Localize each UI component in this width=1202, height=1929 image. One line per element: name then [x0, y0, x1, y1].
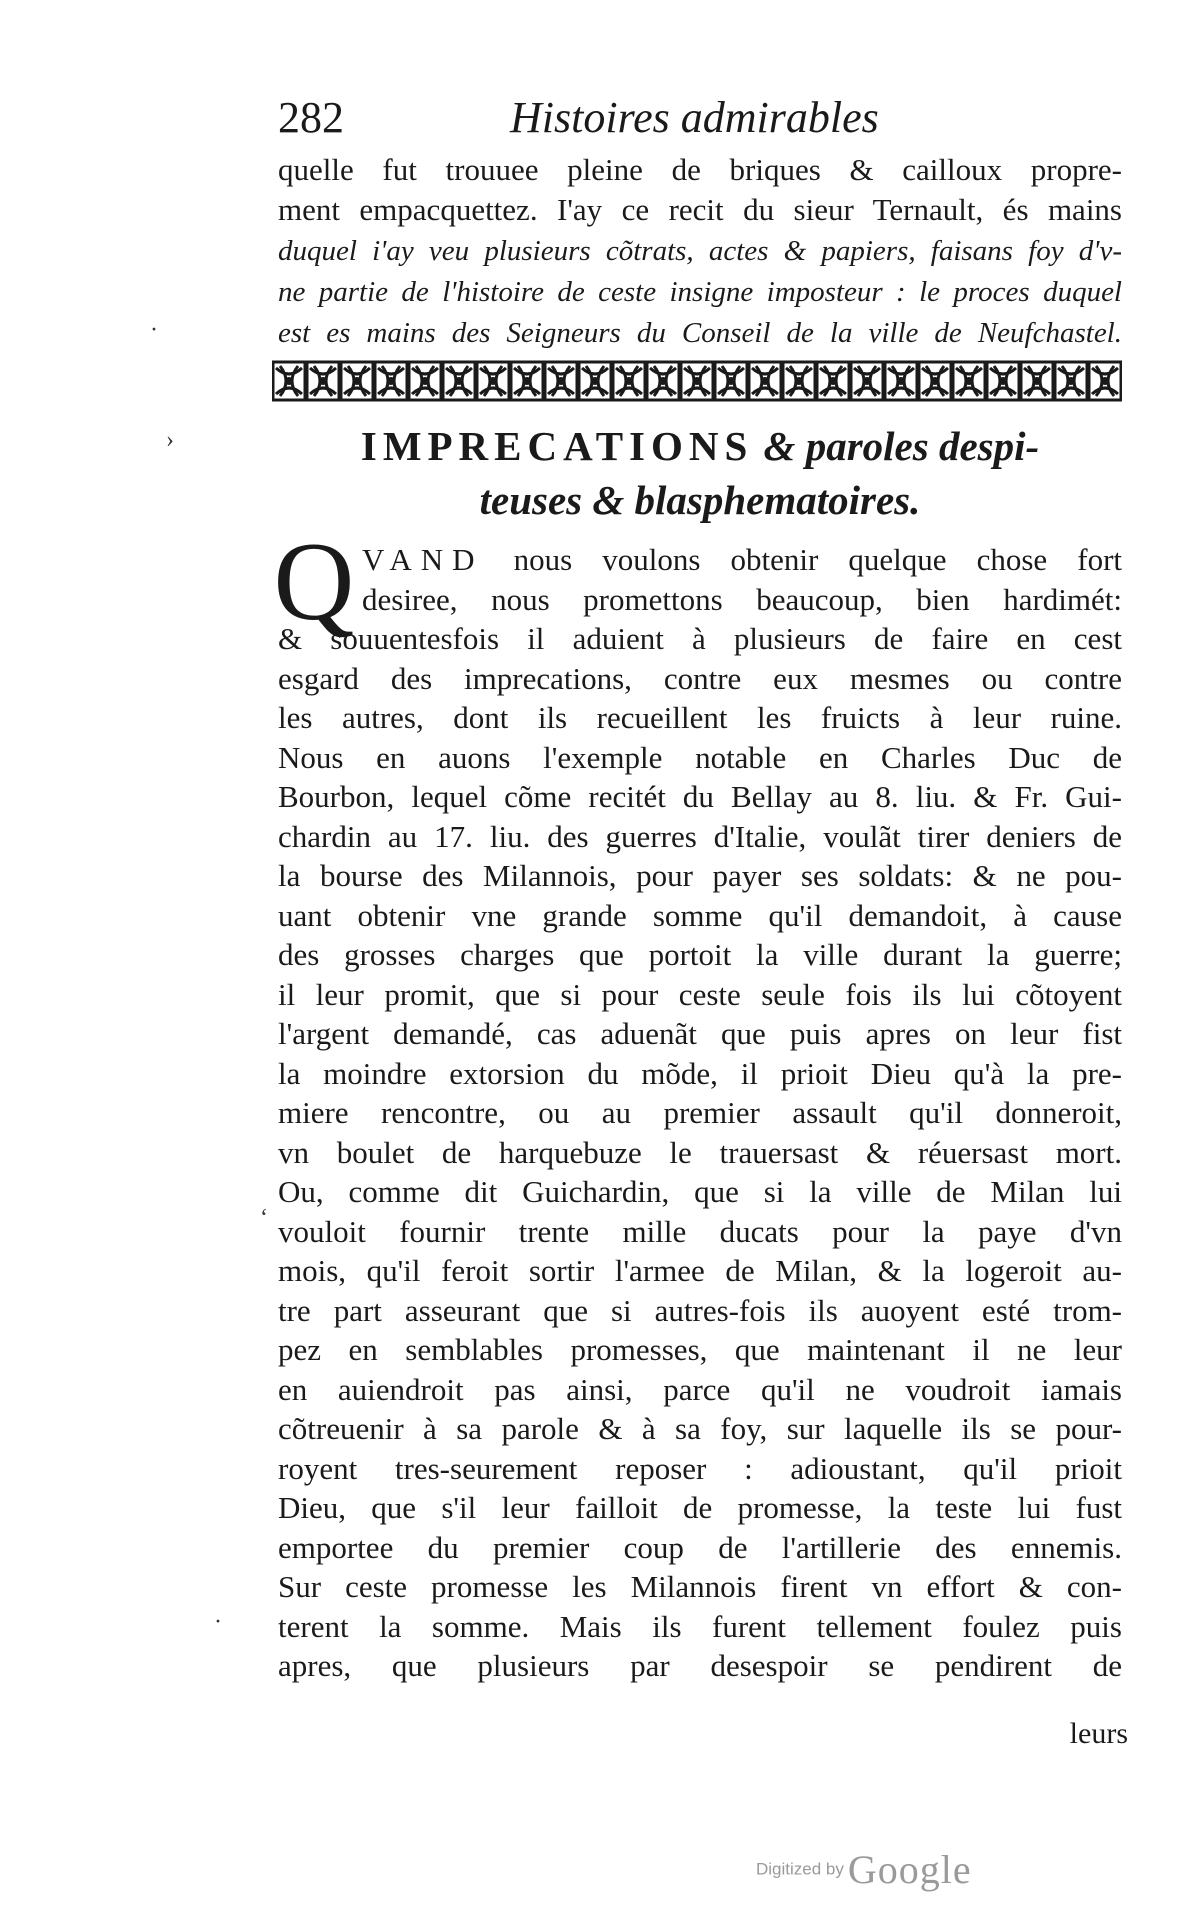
digitized-by-text: Digitized by [756, 1859, 844, 1879]
text-line: cõtreuenir à sa parole & à sa foy, sur laquelle ils se pour- [278, 1411, 1122, 1446]
margin-speck: › [166, 427, 174, 453]
text-line: l'argent demandé, cas aduenãt que puis apres on leur fist [278, 1016, 1122, 1051]
text-line: vn boulet de harquebuze le trauersast & réuersast mort. [278, 1135, 1122, 1170]
catchword: leurs [1069, 1717, 1128, 1750]
text-line: Sur ceste promesse les Milannois firent vn effort & con- [278, 1569, 1122, 1604]
text-line: & souuentesfois il aduient à plusieurs de faire en cest [278, 621, 1122, 656]
digitized-watermark [756, 1846, 972, 1890]
text-line: il leur promit, que si pour ceste seule fois ils lui cõtoyent [278, 977, 1122, 1012]
google-logo: Google [847, 1847, 972, 1892]
text-line: duquel i'ay veu plusieurs cõtrats, actes & papiers, faisans foy d'v- [278, 235, 1122, 267]
section-heading-line-1 [278, 418, 1122, 474]
margin-speck: · [150, 317, 158, 343]
drop-cap: Q [273, 520, 355, 644]
text-line: pez en semblables promesses, que maintenant il ne leur [278, 1332, 1122, 1367]
running-header [278, 88, 1138, 148]
text-line: tre part asseurant que si autres-fois ils auoyent esté trom- [278, 1293, 1122, 1328]
text-line-first [362, 540, 1122, 580]
text-line: miere rencontre, ou au premier assault qu'il donneroit, [278, 1095, 1122, 1130]
text-line: la bourse des Milannois, pour payer ses soldats: & ne pou- [278, 858, 1122, 893]
text-line: ne partie de l'histoire de ceste insigne imposteur : le proces duquel [278, 276, 1122, 308]
text-line: desiree, nous promettons beaucoup, bien hardimét: [362, 582, 1122, 617]
text-line: mois, qu'il feroit sortir l'armee de Milan, & la logeroit au- [278, 1253, 1122, 1288]
text-line: les autres, dont ils recueillent les fruicts à leur ruine. [278, 700, 1122, 735]
margin-speck: · [214, 1609, 222, 1635]
text-line: royent tres-seurement reposer : adioustant, qu'il prioit [278, 1451, 1122, 1486]
first-line-rest: nous voulons obtenir quelque chose fort [513, 542, 1122, 577]
running-title: Histoires admirables [510, 93, 879, 142]
text-line: emportee du premier coup de l'artillerie des ennemis. [278, 1530, 1122, 1565]
text-line: quelle fut trouuee pleine de briques & cailloux propre- [278, 152, 1122, 187]
text-line: vouloit fournir trente mille ducats pour la paye d'vn [278, 1214, 1122, 1249]
decorative-ornament-band [272, 360, 1122, 402]
heading-italic: & paroles despi- [763, 423, 1040, 469]
text-line: Dieu, que s'il leur failloit de promesse, la teste lui fust [278, 1490, 1122, 1525]
text-line: terent la somme. Mais ils furent tellement foulez puis [278, 1609, 1122, 1644]
text-line: en auiendroit pas ainsi, parce qu'il ne voudroit iamais [278, 1372, 1122, 1407]
text-line: des grosses charges que portoit la ville durant la guerre; [278, 937, 1122, 972]
text-line: chardin au 17. liu. des guerres d'Italie, voulãt tirer deniers de [278, 819, 1122, 854]
text-line: ment empacquettez. I'ay ce recit du sieur Ternault, és mains [278, 192, 1122, 227]
text-line: esgard des imprecations, contre eux mesmes ou contre [278, 661, 1122, 696]
text-line: apres, que plusieurs par desespoir se pendirent de [278, 1648, 1122, 1683]
text-line: Ou, comme dit Guichardin, que si la ville de Milan lui [278, 1174, 1122, 1209]
text-line: Nous en auons l'exemple notable en Charles Duc de [278, 740, 1122, 775]
text-line: Bourbon, lequel cõme recitét du Bellay au 8. liu. & Fr. Gui- [278, 779, 1122, 814]
text-line: uant obtenir vne grande somme qu'il demandoit, à cause [278, 898, 1122, 933]
small-caps-word: VAND [362, 542, 484, 577]
text-line: est es mains des Seigneurs du Conseil de la ville de Neufchastel. [278, 317, 1122, 349]
page-number: 282 [278, 93, 344, 142]
section-heading-line-2: teuses & blasphematoires. [479, 477, 921, 523]
heading-capitals: IMPRECATIONS [360, 423, 754, 469]
text-line: la moindre extorsion du mõde, il prioit Dieu qu'à la pre- [278, 1056, 1122, 1091]
margin-speck: ‘ [260, 1205, 268, 1231]
